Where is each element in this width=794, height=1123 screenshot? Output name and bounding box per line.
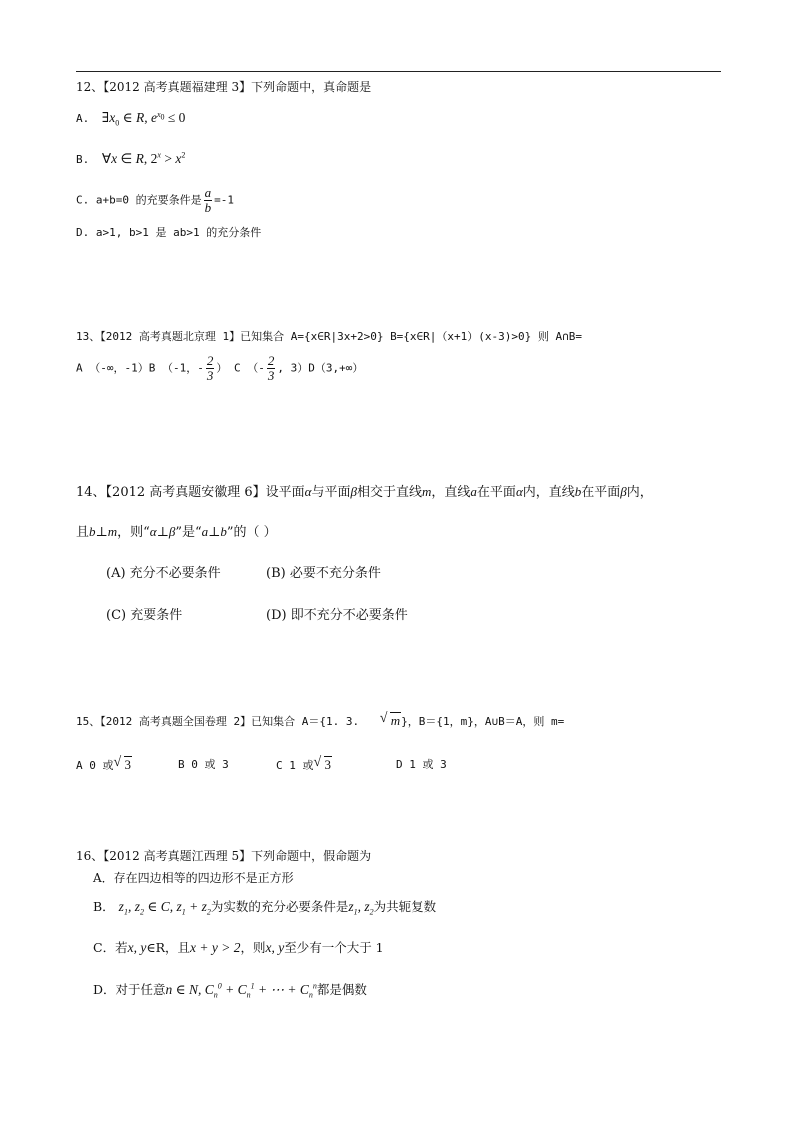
q14-opt-a-text: (A) 充分不必要条件 (106, 566, 221, 581)
q12-c-text: C. a+b=0 的充要条件是 (76, 193, 202, 207)
q15-opt-a-sqrt (114, 757, 133, 773)
q16-c-r: ∈R，且 (146, 940, 190, 955)
q12-a-label: A. (76, 112, 90, 125)
q14-option-b (266, 566, 381, 582)
q13-f2-den: 3 (267, 368, 275, 383)
q14-l2-b-2: b (220, 524, 227, 539)
q15-opt-b-text: B 0 或 3 (178, 758, 229, 771)
q14-l2-end: ”的（ ） (226, 525, 277, 540)
q13-options (76, 354, 363, 383)
q16-option-d (93, 982, 367, 998)
q14-l2-b: b (89, 524, 96, 539)
q15-opt-d-text: D 1 或 3 (396, 758, 447, 771)
q14-alpha-2: α (515, 484, 523, 499)
q14-l2-perp: ⊥ (95, 525, 108, 540)
q13-options-ab: A （-∞，-1）B （-1，- (76, 361, 204, 375)
q14-inside-2: 内， (626, 485, 653, 500)
q16-opt-a-text: A．存在四边相等的四边形不是正方形 (93, 871, 294, 885)
q14-b: b (574, 484, 582, 499)
q12-option-a (76, 110, 185, 127)
q16-option-b (93, 899, 436, 915)
q14-option-a (106, 566, 221, 582)
q15-option-c (276, 757, 332, 774)
q15-opt-a-text: A 0 或 (76, 759, 114, 772)
q15-opt-c-sqrt (314, 757, 333, 773)
q16-b-pre: B． (93, 899, 115, 914)
q16-d-pre: D．对于任意 (93, 982, 166, 997)
q12-a-formula: $\exists x_0$ ∈ R, $e^{x_0} \le 0$ (101, 109, 186, 128)
q16-stem (76, 848, 371, 864)
q12-stem (76, 79, 371, 95)
q14-with: 与平面 (311, 485, 351, 500)
q16-b-formula-1: $z_1$, $z_2$ ∈ C, $z_1 + z_2$ (118, 899, 211, 917)
q12-c-den: b (204, 200, 212, 215)
q16-c-xy-2: x, y (265, 940, 285, 955)
q16-c-ineq: x + y > 2 (189, 940, 241, 955)
q14-inside: 内，直线 (522, 485, 575, 500)
q12-option-c (76, 186, 234, 215)
q13-option-tail: , 3）D（3,+∞） (277, 361, 364, 375)
q14-in-plane: 在平面 (476, 485, 516, 500)
q14-opt-b-text: (B) 必要不充分条件 (266, 566, 381, 581)
q12-option-b (76, 151, 185, 168)
header-rule (76, 71, 721, 72)
q15-option-a (76, 757, 132, 774)
q14-opt-c-text: (C) 充要条件 (106, 608, 183, 623)
q15-opt-a-three: 3 (124, 757, 131, 772)
q12-option-d (76, 225, 261, 241)
q15-opt-c-three: 3 (324, 757, 331, 772)
q14-l2-perp-2: ⊥ (156, 525, 169, 540)
q14-l2-beta: β (168, 524, 176, 539)
q14-stem-line1 (76, 484, 653, 501)
q16-b-mid: 为实数的充分必要条件是 (210, 899, 349, 914)
q15-opt-c-text: C 1 或 (276, 759, 314, 772)
q15-stem-post: }，B＝{1，m}，A∪B＝A，则 m= (401, 715, 565, 728)
q14-l2-mid: ，则“ (117, 525, 150, 540)
q14-line-a: ，直线 (431, 485, 471, 500)
q15-sqrt-m (380, 713, 401, 729)
q13-stem (76, 329, 582, 345)
q16-b-end: 为共轭复数 (373, 899, 437, 914)
q14-in-plane-2: 在平面 (581, 485, 621, 500)
q16-b-formula-2: $z_1$, $z_2$ (348, 899, 374, 917)
q16-stem-text: 16、【2012 高考真题江西理 5】下列命题中，假命题为 (76, 849, 372, 863)
q14-option-d (266, 608, 408, 624)
q14-l2-pre: 且 (76, 525, 90, 540)
q15-sqrt-m-text: m (390, 713, 401, 728)
q16-option-c (93, 940, 384, 956)
q14-beta-2: β (620, 484, 627, 499)
q15-stem-pre: 15、【2012 高考真题全国卷理 2】已知集合 A＝{1. 3. (76, 715, 360, 728)
q12-d-text: D. a>1, b>1 是 ab>1 的充分条件 (76, 226, 262, 239)
q13-f2-num: 2 (267, 353, 275, 368)
q14-l2-is: ”是“ (175, 525, 202, 540)
q16-c-end: 至少有一个大于 1 (284, 940, 384, 955)
q14-opt-d-text: (D) 即不充分不必要条件 (266, 608, 408, 623)
q14-l2-a: a (201, 524, 209, 539)
q12-b-formula: ∀x ∈ R, $2^x > x^2$ (101, 150, 186, 166)
q14-l2-perp-3: ⊥ (208, 525, 221, 540)
q13-stem-text: 13、【2012 高考真题北京理 1】已知集合 A={x∈R|3x+2>0} B={x∈R|（x+1）(x-3)>0} 则 A∩B= (76, 330, 583, 343)
q12-c-fraction (204, 186, 213, 215)
q14-alpha: α (304, 484, 312, 499)
q15-option-d (396, 757, 447, 773)
q12-c-post: =-1 (214, 193, 234, 207)
q15-stem (76, 713, 564, 730)
q14-option-c (106, 608, 182, 624)
q16-c-pre: C．若 (93, 940, 128, 955)
q14-stem-a: 14、【2012 高考真题安徽理 6】设平面 (76, 485, 305, 500)
q16-d-formula: n ∈ N, $C_n^0 + C_n^1$ + ⋯ + $C_n^n$ (165, 981, 317, 1000)
q13-fraction-2 (267, 354, 276, 383)
q12-c-num: a (204, 185, 212, 200)
q16-option-a (93, 870, 294, 886)
q13-f1-den: 3 (206, 368, 214, 383)
q12-b-label: B. (76, 153, 90, 166)
q14-beta: β (350, 484, 357, 499)
q14-a: a (470, 484, 477, 499)
q14-m: m (422, 484, 432, 499)
q12-stem-text: 12、【2012 高考真题福建理 3】下列命题中，真命题是 (76, 80, 372, 94)
q14-stem-line2 (76, 524, 277, 541)
q13-f1-num: 2 (206, 353, 214, 368)
q16-d-end: 都是偶数 (316, 982, 367, 997)
q14-mid: 相交于直线 (357, 485, 423, 500)
q14-l2-m: m (107, 524, 118, 539)
q15-option-b (178, 757, 229, 773)
q14-l2-alpha: α (149, 524, 157, 539)
q13-option-c-pre: ） C （- (216, 361, 265, 375)
q16-c-xy: x, y (127, 940, 147, 955)
q13-fraction-1 (206, 354, 215, 383)
q16-c-mid: ，则 (240, 940, 266, 955)
